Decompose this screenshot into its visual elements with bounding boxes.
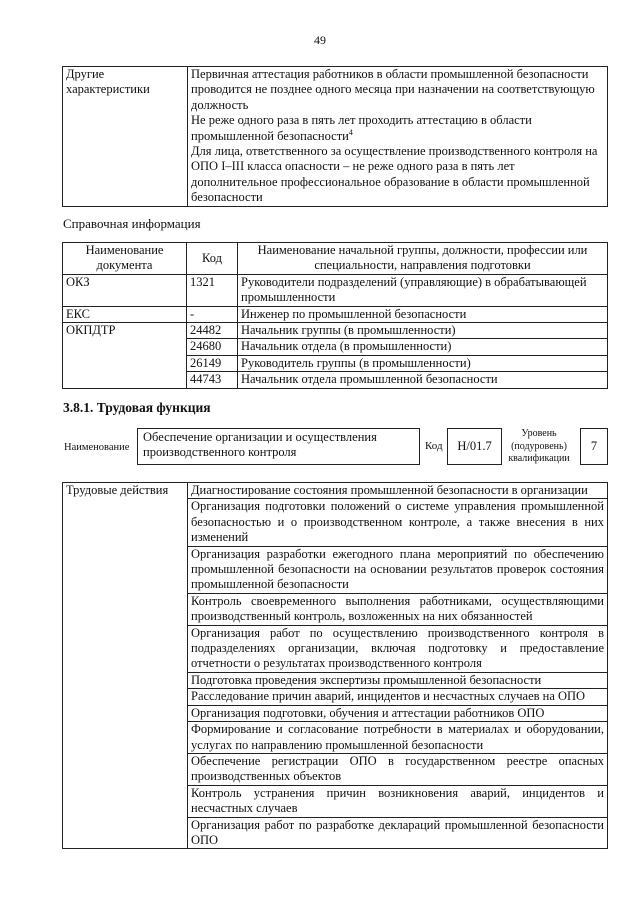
labor-action-item: Контроль устранения причин возникновения аварий, инцидентов и несчастных случаев xyxy=(188,785,608,817)
labor-action-item: Подготовка проведения экспертизы промышленной безопасности xyxy=(188,672,608,688)
labor-action-item: Контроль своевременного выполнения работниками, осуществляющими производственный контроль, возложенных на них обязанностей xyxy=(188,593,608,625)
reference-table xyxy=(62,242,608,389)
cell-code: 1321 xyxy=(187,274,238,306)
cell-code: 44743 xyxy=(187,372,238,388)
cell-name: Начальник отдела (в промышленности) xyxy=(238,339,608,355)
cell-code: - xyxy=(187,306,238,322)
table-row xyxy=(63,274,608,306)
cell-name: Начальник отдела промышленной безопасности xyxy=(238,372,608,388)
cell-document: ОКЗ xyxy=(63,274,187,306)
column-header-name: Наименование начальной группы, должности, профессии или специальности, направления подготовки xyxy=(238,243,608,275)
section-heading: 3.8.1. Трудовая функция xyxy=(63,400,211,415)
cell-document: ЕКС xyxy=(63,306,187,322)
cell-code: 26149 xyxy=(187,355,238,371)
labor-action-item: Организация работ по осуществлению производственного контроля в подразделениях организации, включая подготовку и предоставление отчетности о результатах производственного контроля xyxy=(188,625,608,672)
cell-code: 24680 xyxy=(187,339,238,355)
characteristic-text: Не реже одного раза в пять лет проходить аттестацию в области промышленной безопасности xyxy=(191,113,532,143)
cell-name: Руководитель группы (в промышленности) xyxy=(238,355,608,371)
cell-name: Инженер по промышленной безопасности xyxy=(238,306,608,322)
function-code-value: H/01.7 xyxy=(447,428,502,465)
page-number: 49 xyxy=(314,33,326,47)
column-header-document: Наименование документа xyxy=(63,243,187,275)
table-row xyxy=(63,67,608,207)
labor-actions-table xyxy=(62,482,608,849)
cell-document: ОКПДТР xyxy=(63,323,187,389)
cell-code: 24482 xyxy=(187,323,238,339)
characteristic-paragraph xyxy=(191,113,604,144)
table-row xyxy=(63,306,608,322)
qualification-level-value: 7 xyxy=(580,428,608,465)
other-characteristics-table xyxy=(62,66,608,207)
characteristic-paragraph: Для лица, ответственного за осуществление производственного контроля на ОПО I–III класса опасности – не реже одного раза в пять лет дополнительное профессиональное образование в области промышленной безопасности xyxy=(191,144,598,205)
function-name-label: Наименование xyxy=(64,442,130,453)
qualification-level-label: Уровень (подуровень) квалификации xyxy=(508,428,570,464)
labor-action-item: Формирование и согласование потребности в материалах и оборудовании, услугах по направлению промышленной безопасности xyxy=(188,722,608,754)
labor-action-item: Организация работ по разработке деклараций промышленной безопасности ОПО xyxy=(188,817,608,849)
cell-name: Руководители подразделений (управляющие) в обрабатывающей промышленности xyxy=(238,274,608,306)
table-header-row xyxy=(63,243,608,275)
labor-action-item: Организация разработки ежегодного плана мероприятий по обеспечению промышленной безопасности на основании результатов проверок состояния промышленной безопасности xyxy=(188,546,608,593)
labor-action-item: Расследование причин аварий, инцидентов и несчастных случаев на ОПО xyxy=(188,689,608,705)
labor-action-item: Организация подготовки положений о системе управления промышленной безопасностью и о производственном контроле, а также внесения в них изменений xyxy=(188,499,608,546)
labor-action-item: Организация подготовки, обучения и аттестации работников ОПО xyxy=(188,705,608,721)
labor-actions-label: Трудовые действия xyxy=(63,483,188,849)
function-name-value: Обеспечение организации и осуществления производственного контроля xyxy=(137,428,420,465)
other-characteristics-text xyxy=(188,67,608,207)
table-row xyxy=(63,483,608,499)
characteristic-paragraph: Первичная аттестация работников в области промышленной безопасности проводится не позднее одного месяца при назначении на соответствующую должность xyxy=(191,67,595,112)
other-characteristics-label: Другие характеристики xyxy=(63,67,188,207)
column-header-code: Код xyxy=(187,243,238,275)
labor-action-item: Обеспечение регистрации ОПО в государственном реестре опасных производственных объектов xyxy=(188,753,608,785)
reference-heading: Справочная информация xyxy=(63,216,201,231)
function-code-label: Код xyxy=(425,440,443,452)
cell-name: Начальник группы (в промышленности) xyxy=(238,323,608,339)
table-row xyxy=(63,323,608,339)
footnote-mark: 4 xyxy=(348,127,353,137)
labor-action-item: Диагностирование состояния промышленной безопасности в организации xyxy=(188,483,608,499)
